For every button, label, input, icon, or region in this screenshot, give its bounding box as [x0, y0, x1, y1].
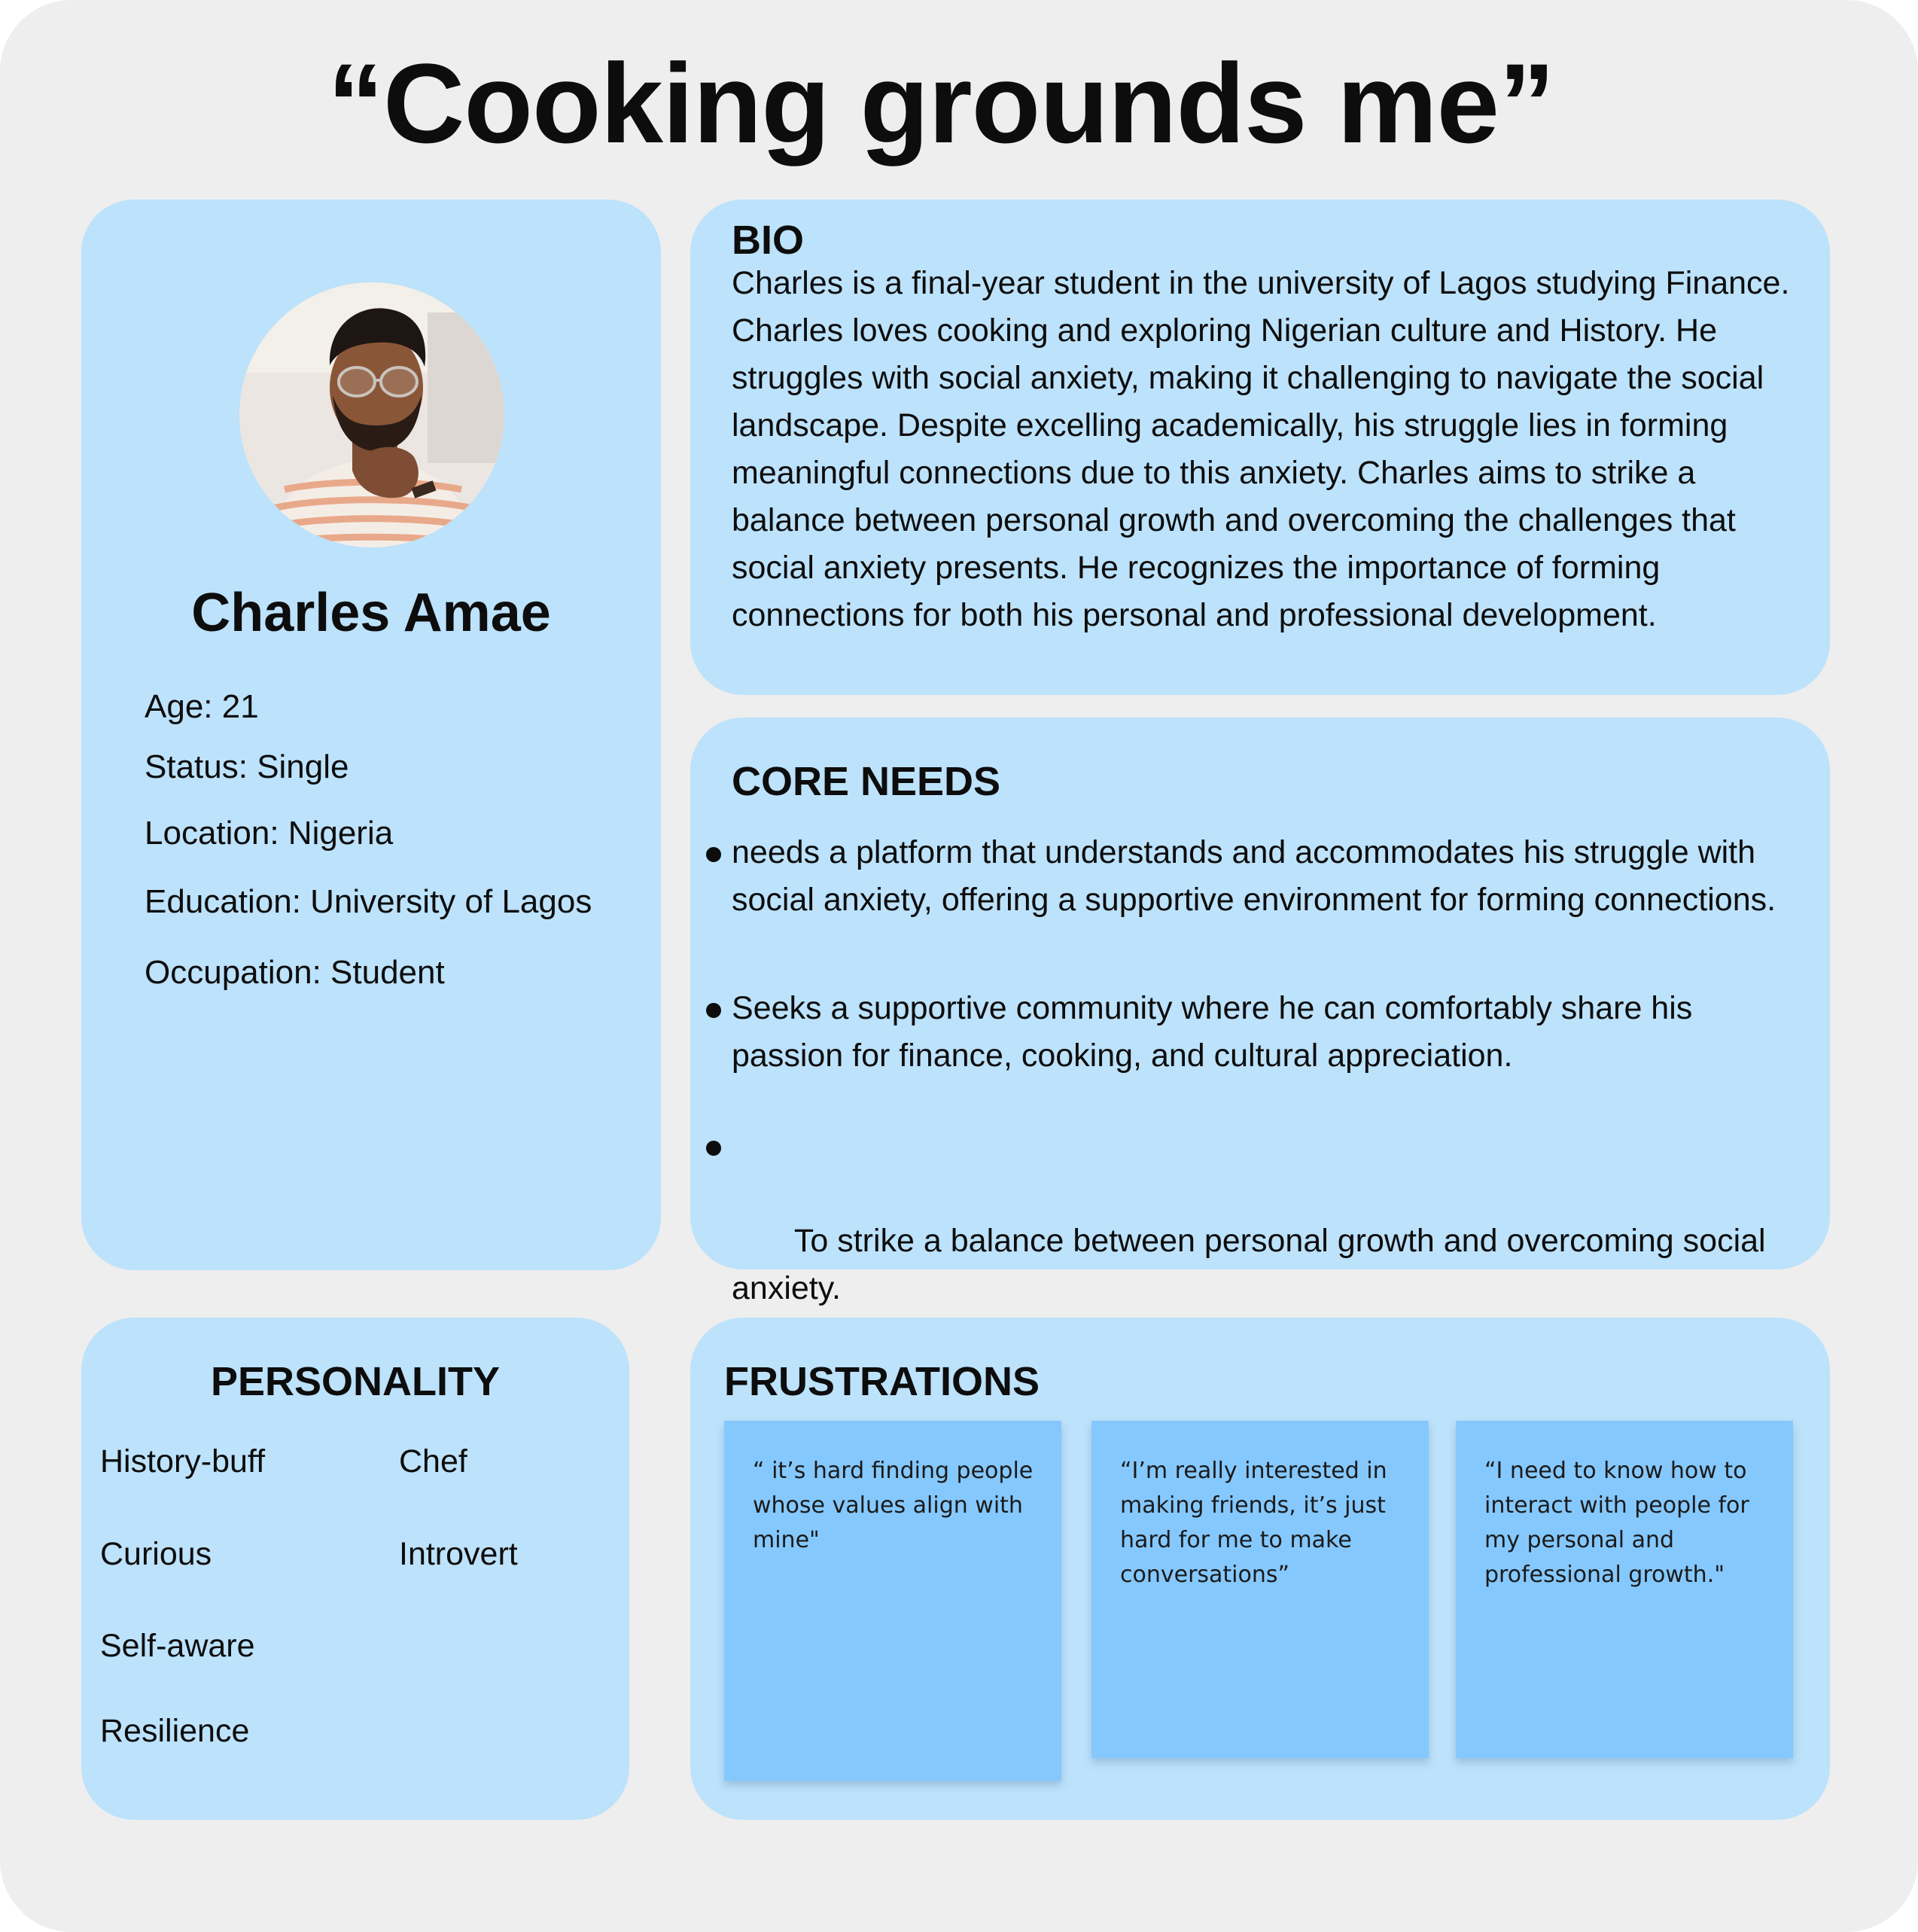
avatar [239, 282, 504, 547]
trait-self-aware: Self-aware [100, 1628, 255, 1664]
sticky-note: “ it’s hard finding people whose values align with mine" [724, 1421, 1061, 1781]
fact-location: Location: Nigeria [145, 815, 394, 852]
fact-education: Education: University of Lagos [145, 883, 592, 920]
profile-card [81, 200, 661, 1270]
core-needs-card [690, 718, 1830, 1306]
bio-card [690, 200, 1830, 695]
fact-occupation: Occupation: Student [145, 954, 445, 991]
trait-introvert: Introvert [399, 1536, 518, 1572]
core-need-text: Seeks a supportive community where he can comfortably share his passion for finance, cooking, and cultural appreciation. [732, 990, 1693, 1074]
portrait-photo-icon [239, 282, 504, 547]
core-need-text: needs a platform that understands and accommodates his struggle with social anxiety, offering a supportive environment for forming connections. [732, 834, 1776, 918]
persona-quote-title: “Cooking grounds me” [327, 40, 1554, 166]
trait-curious: Curious [100, 1536, 212, 1572]
core-need-item [732, 985, 1801, 1080]
trait-resilience: Resilience [100, 1713, 250, 1749]
person-name: Charles Amae [191, 583, 551, 643]
core-needs-heading: CORE NEEDS [732, 759, 1001, 804]
fact-age: Age: 21 [145, 688, 259, 725]
bullet-dot-icon [706, 847, 721, 862]
trait-chef: Chef [399, 1443, 467, 1479]
bio-text: Charles is a final-year student in the university of Lagos studying Finance. Charles loves cooking and exploring Nigerian culture and History. He struggles with social anxiety, making it challenging to navigate the social landscape. Despite excelling academically, his struggle lies in forming meaningful connections due to this anxiety. Charles aims to strike a balance between personal growth and overcoming the challenges that social anxiety presents. He recognizes the importance of forming connections for both his personal and professional development. [732, 265, 1790, 633]
bio-heading: BIO [732, 218, 805, 263]
personality-heading: PERSONALITY [210, 1359, 501, 1404]
personality-card [81, 1318, 629, 1820]
fact-status: Status: Single [145, 748, 349, 785]
core-need-item [732, 829, 1801, 924]
core-need-text: To strike a balance between personal growth and overcoming social anxiety. [732, 1223, 1775, 1306]
bullet-dot-icon [706, 1141, 721, 1156]
sticky-note: “I’m really interested in making friends, it’s just hard for me to make conversations” [1091, 1421, 1429, 1758]
frustrations-heading: FRUSTRATIONS [724, 1359, 1040, 1404]
bullet-dot-icon [706, 1003, 721, 1018]
frustrations-card [690, 1318, 1830, 1820]
sticky-note: “I need to know how to interact with people for my personal and professional growth." [1456, 1421, 1793, 1758]
trait-history-buff: History-buff [100, 1443, 266, 1479]
